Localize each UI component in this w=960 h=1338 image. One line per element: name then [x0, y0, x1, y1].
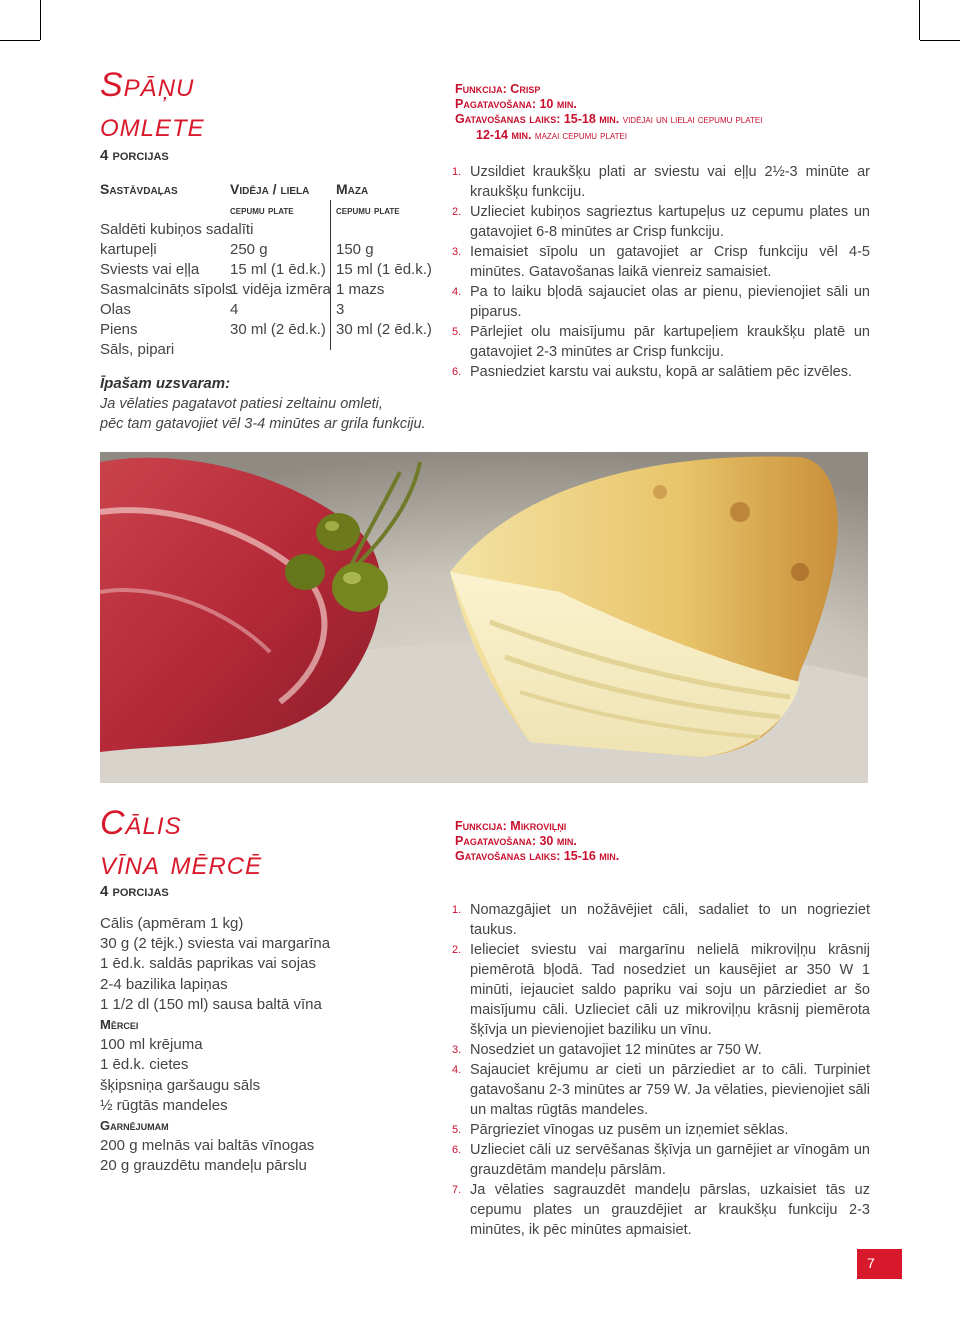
ingredient-subhead: Mērcei: [100, 1017, 139, 1033]
ingredient-name: Piens: [100, 321, 138, 338]
ingredient-medium: 15 ml (1 ēd.k.): [230, 261, 326, 278]
ingredient-line: 1 ēd.k. saldās paprikas vai sojas: [100, 955, 316, 973]
ingredient-line: 1 1/2 dl (150 ml) sausa baltā vīna: [100, 995, 322, 1013]
ingredient-row: [100, 221, 440, 241]
recipe2-portions: 4 porcijas: [100, 883, 169, 900]
ingredient-medium: 1 vidēja izmēra: [230, 281, 331, 298]
recipe1-steps: [452, 162, 870, 382]
ingredient-row: [100, 341, 440, 361]
ingredient-name: Sviests vai eļļa: [100, 261, 200, 278]
ingredient-line: 2-4 bazilika lapiņas: [100, 975, 228, 993]
crop-mark-top-left-h: [0, 40, 40, 41]
ingredient-line: ½ rūgtās mandeles: [100, 1096, 228, 1114]
ingredient-line: 200 g melnās vai baltās vīnogas: [100, 1137, 315, 1155]
cook-value: 12-14 min.: [476, 128, 532, 142]
crop-mark-top-right-h: [920, 40, 960, 41]
function-value: Mikroviļņi: [510, 819, 567, 833]
ingredients-header-medium: Vidēja / liela: [230, 181, 310, 197]
recipe1-title-line2: omlete: [100, 106, 205, 144]
prep-label: Pagatavošana:: [455, 834, 536, 848]
ingredient-small: 1 mazs: [336, 281, 385, 298]
step-item: 5. Pārgrieziet vīnogas uz pusēm un izņemiet sēklas.: [452, 1122, 789, 1138]
ingredient-line: 100 ml krējuma: [100, 1036, 203, 1054]
step-item: 7. Ja vēlaties sagrauzdēt mandeļu pārslas, uzkaisiet tās uz cepumu plates un grauzdējiet ar kraukšķu funkciju 2-3 minūtes, ik pēc minūtes apmaisiet.: [452, 1182, 870, 1238]
prep-value: 30 min.: [539, 834, 577, 848]
prep-value: 10 min.: [539, 97, 577, 111]
function-label: Funkcija:: [455, 82, 507, 96]
ingredient-row: [100, 281, 440, 301]
tip-line: pēc tam gatavojiet vēl 3-4 minūtes ar grila funkciju.: [100, 416, 426, 432]
step-item: 6. Pasniedziet karstu vai aukstu, kopā ar salātiem pēc izvēles.: [452, 364, 853, 380]
cook-value: 15-18 min.: [563, 112, 620, 126]
ingredients-header-medium-sub: cepumu plate: [230, 203, 294, 217]
ingredients-header-label: Sastāvdaļas: [100, 181, 178, 197]
ingredient-subhead: Garnējumam: [100, 1118, 169, 1134]
ingredient-line: Cālis (apmēram 1 kg): [100, 915, 244, 932]
step-item: 4. Sajauciet krējumu ar cieti un pārziediet ar to cāli. Turpiniet gatavošanu 2-3 minūtes ar 759 W. Ja vēlaties, pievienojiet sāli un maltas rūgtās mandeles.: [452, 1062, 870, 1118]
ingredient-medium: 30 ml (2 ēd.k.): [230, 321, 326, 338]
page-number: 7: [867, 1255, 875, 1271]
function-value: Crisp: [510, 82, 541, 96]
ingredient-small: 3: [336, 301, 345, 318]
recipe1-title-line1: Spāņu: [100, 66, 195, 104]
cook-note: mazai cepumu platei: [534, 130, 628, 142]
step-item: 2. Uzlieciet kubiņos sagrieztus kartupeļus uz cepumu plates un gatavojiet 6-8 minūtes ar Crisp funkciju.: [452, 204, 870, 240]
ingredient-line: 1 ēd.k. cietes: [100, 1056, 189, 1074]
tip-line: Ja vēlaties pagatavot patiesi zeltainu omleti,: [100, 396, 383, 412]
crop-mark-top-right: [919, 0, 920, 40]
recipe2-meta: [455, 819, 619, 864]
crop-mark-top-left: [40, 0, 41, 40]
ingredient-small: 150 g: [336, 241, 374, 258]
ingredient-small: 15 ml (1 ēd.k.): [336, 261, 432, 278]
cook-label: Gatavošanas laiks:: [455, 849, 561, 863]
recipe2-title-line1: Cālis: [100, 804, 182, 842]
page-number-box: [857, 1249, 902, 1279]
step-item: 1. Nomazgājiet un nožāvējiet cāli, sadaliet to un nogrieziet taukus.: [452, 902, 870, 938]
ingredient-line: šķipsniņa garšaugu sāls: [100, 1076, 261, 1094]
ingredient-row: [100, 241, 440, 261]
recipe1-portions: 4 porcijas: [100, 147, 169, 164]
ingredient-row: [100, 301, 440, 321]
recipe2-title-line2: vīna mērcē: [100, 844, 263, 882]
step-item: 3. Iemaisiet sīpolu un gatavojiet ar Crisp funkciju vēl 4-5 minūtes. Gatavošanas laikā vienreiz samaisiet.: [452, 244, 870, 280]
ingredient-name: Saldēti kubiņos sadalīti: [100, 221, 254, 238]
cook-label: Gatavošanas laiks:: [455, 112, 561, 126]
ingredients-header-small-sub: cepumu plate: [336, 203, 400, 217]
tip-title: Īpašam uzsvaram:: [100, 375, 231, 392]
ingredient-medium: 250 g: [230, 241, 268, 258]
ingredient-line: 20 g grauzdētu mandeļu pārslu: [100, 1157, 307, 1175]
ingredient-small: 30 ml (2 ēd.k.): [336, 321, 432, 338]
prep-label: Pagatavošana:: [455, 97, 536, 111]
recipe2-steps: [452, 900, 870, 1240]
step-item: 6. Uzlieciet cāli uz servēšanas šķīvja un garnējiet ar vīnogām un grauzdētām mandeļu pārslām.: [452, 1142, 870, 1178]
step-item: 4. Pa to laiku bļodā sajauciet olas ar pienu, pievienojiet sāli un piparus.: [452, 284, 870, 320]
step-item: 5. Pārlejiet olu maisījumu pār kartupeļiem kraukšķu platē un gatavojiet 2-3 minūtes ar Crisp funkciju.: [452, 324, 870, 360]
food-photo: [100, 452, 868, 783]
tip-text: [100, 394, 430, 434]
step-item: 2. Ielieciet sviestu vai margarīnu nelielā mikroviļņu krāsnij piemērotā bļodā. Tad nosedziet un kausējiet ar 350 W 1 minūti, iejauciet saldo papriku vai soju un pārziediet ar šo maisījumu cāli. Uzlieciet cāli uz mikroviļņu krāsnij piemērota šķīvja un pievienojiet baziliku un vīnu.: [452, 942, 870, 1038]
step-item: 1. Uzsildiet kraukšķu plati ar sviestu vai eļļu 2½-3 minūte ar kraukšķu funkciju.: [452, 164, 870, 200]
ingredient-line: 30 g (2 tējk.) sviesta vai margarīna: [100, 935, 331, 953]
function-label: Funkcija:: [455, 819, 507, 833]
recipe2-ingredients: [100, 914, 440, 1177]
step-item: 3. Nosedziet un gatavojiet 12 minūtes ar 750 W.: [452, 1042, 762, 1058]
ingredient-name: Sasmalcināts sīpols: [100, 281, 233, 298]
ingredient-row: [100, 261, 440, 281]
cook-note: vidējai un lielai cepumu platei: [622, 114, 763, 126]
ingredient-row: [100, 321, 440, 341]
ingredients-header-small: Maza: [336, 181, 369, 197]
recipe1-meta: [455, 82, 762, 144]
cook-value: 15-16 min.: [563, 849, 620, 863]
ingredient-name: Sāls, pipari: [100, 341, 175, 358]
ingredient-name: Olas: [100, 301, 131, 318]
ingredient-name: kartupeļi: [100, 241, 157, 258]
ingredient-medium: 4: [230, 301, 239, 318]
